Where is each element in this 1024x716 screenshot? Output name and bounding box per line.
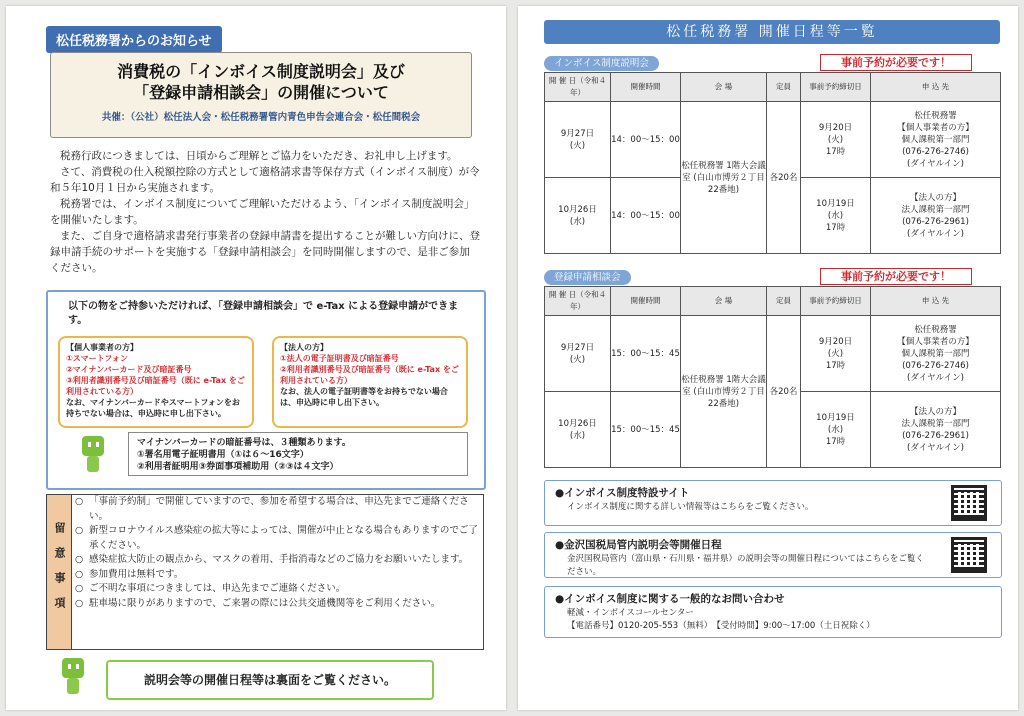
- date-cell: 10月26日: [558, 418, 597, 429]
- date-cell: 9月27日: [560, 128, 595, 139]
- col-header: 会 場: [681, 73, 767, 102]
- deadline-cell: 9月20日: [818, 122, 853, 133]
- contact-line: (ダイヤルイン): [907, 442, 964, 453]
- qr-code-icon[interactable]: [951, 537, 987, 573]
- deadline-time: 17時: [825, 436, 846, 447]
- capacity-cell: 各20名: [767, 316, 801, 468]
- corporate-box: [272, 336, 468, 428]
- deadline-dow: (火): [827, 134, 844, 145]
- deadline-cell: 10月19日: [816, 198, 855, 209]
- corporate-item: ②利用者識別番号及び暗証番号（既に e-Tax をご利用されている方）: [280, 365, 459, 385]
- contact-line: (ダイヤルイン): [907, 158, 964, 169]
- venue-cell: 松任税務署 1階大会議室 (白山市博労２丁目22番地): [681, 102, 767, 254]
- contact-line: 法人課税第一部門: [901, 418, 970, 429]
- info-text: インボイス制度に関する詳しい情報等はこちらをご覧ください。: [567, 502, 814, 512]
- date-cell: 10月26日: [558, 204, 597, 215]
- contact-line: 個人課税第一部門: [901, 134, 970, 145]
- col-header: 申 込 先: [871, 287, 1001, 316]
- corporate-note: なお、法人の電子証明書等をお持ちでない場合は、申込時に申し出下さい。: [280, 387, 448, 407]
- info-title: ●金沢国税局管内説明会等開催日程: [555, 539, 722, 551]
- page-title: [51, 61, 471, 103]
- title-scroll: [50, 52, 472, 138]
- note-item: ○ 感染症拡大防止の観点から、マスクの着用、手指消毒などのご協力をお願いいたします。: [75, 553, 479, 568]
- time-cell: 14：00～15：00: [611, 178, 681, 254]
- deadline-dow: (水): [827, 424, 844, 435]
- deadline-cell: 9月20日: [818, 336, 853, 347]
- corporate-heading: 【法人の方】: [280, 343, 328, 352]
- deadline-time: 17時: [825, 222, 846, 233]
- contact-line: (076-276-2746): [902, 146, 969, 157]
- info-title: ●インボイス制度に関する一般的なお問い合わせ: [555, 593, 785, 605]
- individual-note: なお、マイナンバーカードやスマートフォンをお持ちでない場合は、申込時に申し出下さい。: [66, 398, 240, 418]
- notes-box: [46, 494, 484, 650]
- bring-lead: 以下の物をご持参いただければ、「登録申請相談会」で e-Tax による登録申請ができます。: [68, 301, 459, 326]
- deadline-dow: (水): [827, 210, 844, 221]
- individual-item: ②マイナンバーカード及び暗証番号: [66, 365, 192, 374]
- contact-line: 【個人事業者の方】: [897, 336, 974, 347]
- date-cell: 9月27日: [560, 342, 595, 353]
- table-row: [545, 102, 1001, 178]
- body-paragraph: 税務署では、インボイス制度についてご理解いただけるよう、「インボイス制度説明会」を開催いたします。: [50, 198, 475, 226]
- contact-line: 法人課税第一部門: [901, 204, 970, 215]
- corporate-item: ①法人の電子証明書及び暗証番号: [280, 354, 399, 363]
- contact-line: 【個人事業者の方】: [897, 122, 974, 133]
- bring-items-box: [46, 290, 486, 490]
- col-header: 会 場: [681, 287, 767, 316]
- contact-line: 個人課税第一部門: [901, 348, 970, 359]
- contact-line: 松任税務署: [914, 324, 957, 335]
- title-line1: 消費税の「インボイス制度説明会」及び: [117, 62, 405, 81]
- individual-heading: 【個人事業者の方】: [66, 343, 138, 352]
- time-cell: 14：00～15：00: [611, 102, 681, 178]
- individual-item: ③利用者識別番号及び暗証番号（既に e-Tax をご利用されている方）: [66, 376, 245, 396]
- info-box-invoice-site[interactable]: [544, 480, 1002, 526]
- title-line2: 「登録申請相談会」の開催について: [133, 83, 389, 102]
- col-header: 開 催 日（令和４年）: [545, 287, 611, 316]
- contact-line: (076-276-2746): [902, 360, 969, 371]
- mascot-icon: [78, 436, 108, 474]
- capacity-cell: 各20名: [767, 102, 801, 254]
- note-item: ○ 駐車場に限りがありますので、ご来署の際には公共交通機関等をご利用ください。: [75, 597, 479, 612]
- deadline-cell: 10月19日: [816, 412, 855, 423]
- col-header: 申 込 先: [871, 73, 1001, 102]
- qr-code-icon[interactable]: [951, 485, 987, 521]
- pin-info-box: [128, 432, 468, 476]
- time-cell: 15：00～15：45: [611, 316, 681, 392]
- note-item: ○ 参加費用は無料です。: [75, 568, 479, 583]
- info-title: ●インボイス制度特設サイト: [555, 487, 690, 499]
- contact-line: (ダイヤルイン): [907, 228, 964, 239]
- deadline-time: 17時: [825, 146, 846, 157]
- body-paragraph: また、ご自身で適格請求書発行事業者の登録申請書を提出することが難しい方向けに、登録申請手続のサポートを実施する「登録申請相談会」を同時開催しますので、是非ご参加ください。: [50, 230, 480, 274]
- deadline-dow: (火): [827, 348, 844, 359]
- col-header: 定員: [767, 73, 801, 102]
- individual-box: [58, 336, 254, 428]
- right-page: [518, 6, 1018, 710]
- sponsor-line: 共催：（公社）松任法人会・松任税務署管内青色申告会連合会・松任間税会: [101, 112, 421, 123]
- info-box-kanazawa-schedule[interactable]: [544, 532, 1002, 578]
- time-cell: 15：00～15：45: [611, 392, 681, 468]
- mascot-icon: [58, 658, 88, 696]
- col-header: 定員: [767, 287, 801, 316]
- footer-note: 説明会等の開催日程等は裏面をご覧ください。: [106, 660, 434, 700]
- dow-cell: (水): [569, 216, 586, 227]
- call-center-details: 【電話番号】0120-205-553（無料） 【受付時間】9:00～17:00（土日祝除く）: [567, 621, 875, 631]
- info-text: 金沢国税局管内（富山県・石川県・福井県）の説明会等の開催日程についてはこちらをご覧ください。: [567, 554, 924, 577]
- note-item: ○ 「事前予約制」で開催していますので、参加を希望する場合は、申込先までご連絡ください。: [75, 495, 479, 524]
- contact-line: 【法人の方】: [909, 192, 961, 203]
- contact-line: 【法人の方】: [909, 406, 961, 417]
- pin-info-line: マイナンバーカードの暗証番号は、３種類あります。: [137, 438, 351, 448]
- body-paragraph: さて、消費税の仕入税額控除の方式として適格請求書等保存方式（インボイス制度）が令和５年10月１日から実施されます。: [50, 166, 480, 194]
- schedule-table-consult: [544, 286, 1001, 468]
- notes-list: [75, 495, 479, 611]
- call-center-name: 軽減・インボイスコールセンター: [567, 608, 694, 618]
- notes-side-label: 留意事項: [47, 495, 72, 649]
- schedule-title: 松任税務署 開催日程等一覧: [544, 20, 1000, 44]
- col-header: 開催時間: [611, 73, 681, 102]
- note-item: ○ 新型コロナウイルス感染症の拡大等によっては、開催が中止となる場合もありますのでご了承ください。: [75, 524, 479, 553]
- individual-item: ①スマートフォン: [66, 354, 128, 363]
- body-paragraph: 税務行政につきましては、日頃からご理解とご協力をいただき、お礼申し上げます。: [60, 150, 458, 162]
- info-box-inquiry: [544, 586, 1002, 638]
- dow-cell: (火): [569, 140, 586, 151]
- col-header: 事前予約締切日: [801, 287, 871, 316]
- info-text: [567, 607, 997, 633]
- schedule-table-invoice: [544, 72, 1001, 254]
- dow-cell: (火): [569, 354, 586, 365]
- table-row: [545, 316, 1001, 392]
- reservation-warning: 事前予約が必要です！: [820, 54, 972, 71]
- contact-line: 松任税務署: [914, 110, 957, 121]
- pin-info-line: ①署名用電子証明書用（①は６～16文字）: [137, 450, 309, 460]
- notice-tag: 松任税務署からのお知らせ: [46, 26, 222, 53]
- left-page: [6, 6, 506, 710]
- contact-line: (076-276-2961): [902, 430, 969, 441]
- pin-info-line: ②利用者証明用③券面事項補助用（②③は４文字）: [137, 462, 339, 472]
- section-label-invoice: インボイス制度説明会: [544, 56, 659, 71]
- dow-cell: (水): [569, 430, 586, 441]
- reservation-warning: 事前予約が必要です！: [820, 268, 972, 285]
- col-header: 開催時間: [611, 287, 681, 316]
- col-header: 開 催 日（令和４年）: [545, 73, 611, 102]
- section-label-consult: 登録申請相談会: [544, 270, 631, 285]
- venue-cell: 松任税務署 1階大会議室 (白山市博労２丁目22番地): [681, 316, 767, 468]
- col-header: 事前予約締切日: [801, 73, 871, 102]
- contact-line: (ダイヤルイン): [907, 372, 964, 383]
- deadline-time: 17時: [825, 360, 846, 371]
- contact-line: (076-276-2961): [902, 216, 969, 227]
- body-text: [50, 148, 480, 276]
- note-item: ○ ご不明な事項につきましては、申込先までご連絡ください。: [75, 582, 479, 597]
